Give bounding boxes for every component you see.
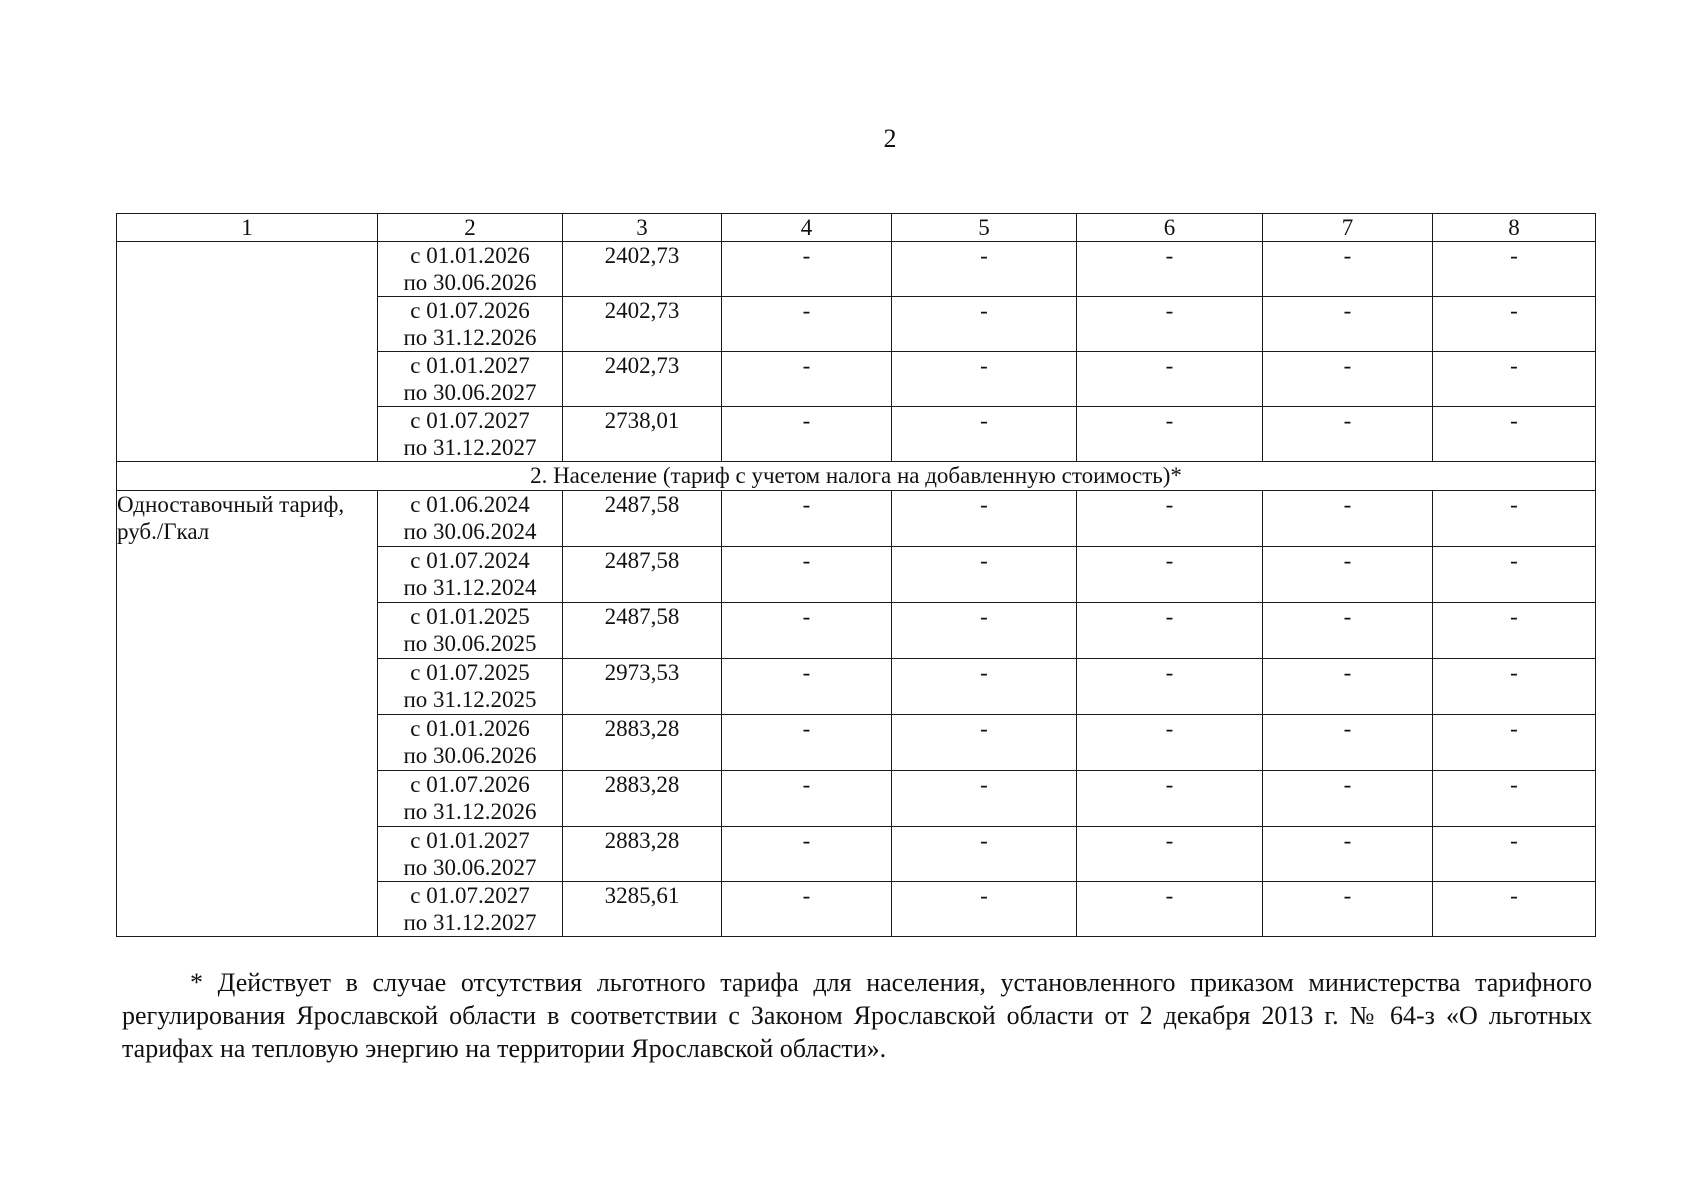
- empty-cell: -: [722, 882, 892, 937]
- empty-cell: -: [1433, 603, 1596, 659]
- column-header: 4: [722, 214, 892, 242]
- empty-cell: -: [722, 659, 892, 715]
- period-cell: [378, 547, 563, 603]
- empty-cell: -: [1433, 242, 1596, 297]
- empty-cell: -: [1433, 882, 1596, 937]
- tariff-value: 2973,53: [563, 659, 722, 715]
- tariff-value: 2883,28: [563, 827, 722, 882]
- page-number: 2: [883, 124, 897, 153]
- period-from: с 01.07.2025: [410, 660, 530, 685]
- empty-cell: -: [892, 771, 1077, 827]
- empty-cell: -: [892, 882, 1077, 937]
- column-header: 7: [1263, 214, 1433, 242]
- period-from: с 01.01.2026: [410, 243, 530, 268]
- empty-cell: -: [1263, 771, 1433, 827]
- empty-cell: -: [1433, 352, 1596, 407]
- period-from: с 01.06.2024: [410, 492, 530, 517]
- empty-cell: -: [892, 827, 1077, 882]
- period-from: с 01.01.2026: [410, 716, 530, 741]
- period-cell: [378, 297, 563, 352]
- empty-cell: -: [722, 407, 892, 462]
- tariff-value: 3285,61: [563, 882, 722, 937]
- empty-cell: -: [722, 242, 892, 297]
- period-from: с 01.07.2026: [410, 298, 530, 323]
- period-to: по 30.06.2027: [403, 380, 537, 405]
- period-cell: [378, 352, 563, 407]
- column-header: 1: [117, 214, 378, 242]
- empty-cell: -: [892, 659, 1077, 715]
- period-cell: [378, 882, 563, 937]
- empty-cell: -: [1263, 659, 1433, 715]
- period-cell: [378, 603, 563, 659]
- empty-cell: -: [1077, 882, 1263, 937]
- empty-cell: -: [1077, 547, 1263, 603]
- period-cell: [378, 659, 563, 715]
- empty-cell: -: [1433, 547, 1596, 603]
- period-from: с 01.07.2027: [410, 883, 530, 908]
- empty-cell: -: [892, 715, 1077, 771]
- empty-cell: -: [1433, 771, 1596, 827]
- empty-cell: -: [1077, 603, 1263, 659]
- period-cell: [378, 407, 563, 462]
- period-from: с 01.01.2025: [410, 604, 530, 629]
- empty-cell: -: [1433, 659, 1596, 715]
- tariff-value: 2402,73: [563, 352, 722, 407]
- empty-cell: -: [722, 491, 892, 547]
- tariff-value: 2883,28: [563, 715, 722, 771]
- empty-cell: -: [1263, 715, 1433, 771]
- column-header: 8: [1433, 214, 1596, 242]
- tariff-unit-line: руб./Гкал: [117, 519, 210, 544]
- table-row: [117, 242, 1596, 297]
- empty-cell: -: [1263, 603, 1433, 659]
- period-cell: [378, 771, 563, 827]
- empty-cell: -: [1433, 297, 1596, 352]
- column-header: 6: [1077, 214, 1263, 242]
- empty-cell: -: [892, 352, 1077, 407]
- tariff-value: 2402,73: [563, 297, 722, 352]
- period-cell: [378, 491, 563, 547]
- period-from: с 01.01.2027: [410, 353, 530, 378]
- empty-cell: -: [1433, 491, 1596, 547]
- tariff-value: 2402,73: [563, 242, 722, 297]
- empty-cell: -: [892, 603, 1077, 659]
- period-cell: [378, 827, 563, 882]
- empty-cell: -: [1263, 547, 1433, 603]
- period-to: по 30.06.2027: [403, 855, 537, 880]
- period-to: по 30.06.2026: [403, 270, 537, 295]
- empty-cell: -: [1263, 827, 1433, 882]
- empty-cell: -: [722, 827, 892, 882]
- empty-cell: -: [1077, 407, 1263, 462]
- empty-cell: -: [1077, 352, 1263, 407]
- empty-cell: -: [1263, 352, 1433, 407]
- tariff-value: 2487,58: [563, 491, 722, 547]
- period-to: по 30.06.2026: [403, 743, 537, 768]
- tariff-value: 2487,58: [563, 547, 722, 603]
- empty-cell: -: [1077, 659, 1263, 715]
- period-from: с 01.07.2026: [410, 772, 530, 797]
- empty-cell: -: [1077, 297, 1263, 352]
- empty-cell: -: [1263, 297, 1433, 352]
- period-from: с 01.07.2027: [410, 408, 530, 433]
- empty-cell: -: [1263, 407, 1433, 462]
- empty-cell: -: [1433, 407, 1596, 462]
- empty-cell: -: [1263, 242, 1433, 297]
- empty-cell: -: [892, 547, 1077, 603]
- empty-cell: -: [1077, 771, 1263, 827]
- period-to: по 31.12.2027: [403, 910, 537, 935]
- column-header: 2: [378, 214, 563, 242]
- empty-cell: -: [1433, 827, 1596, 882]
- table-header-row: [117, 214, 1596, 242]
- period-to: по 30.06.2025: [403, 631, 537, 656]
- empty-cell: -: [722, 771, 892, 827]
- period-from: с 01.07.2024: [410, 548, 530, 573]
- period-to: по 30.06.2024: [403, 519, 537, 544]
- footnote: * Действует в случае отсутствия льготного тарифа для населения, установленного приказом министерства тарифного регулирования Ярославской области в соответствии с Законом Ярославской области от 2 декабря 2013 г. № 64-з «О льготных тарифах на тепловую энергию на территории Ярославской области».: [122, 968, 1592, 1063]
- empty-cell: -: [1077, 242, 1263, 297]
- tariff-value: 2883,28: [563, 771, 722, 827]
- section-title: 2. Население (тариф с учетом налога на добавленную стоимость)*: [117, 462, 1596, 491]
- empty-cell: -: [722, 297, 892, 352]
- empty-cell: -: [892, 407, 1077, 462]
- empty-cell: -: [892, 297, 1077, 352]
- tariff-type-cell: [117, 491, 378, 937]
- period-to: по 31.12.2027: [403, 435, 537, 460]
- period-to: по 31.12.2025: [403, 687, 537, 712]
- period-cell: [378, 715, 563, 771]
- tariff-type-line: Одноставочный тариф,: [117, 492, 345, 517]
- tariff-table: [116, 213, 1596, 937]
- empty-cell: -: [1263, 491, 1433, 547]
- period-to: по 31.12.2024: [403, 575, 537, 600]
- empty-cell: -: [892, 242, 1077, 297]
- period-cell: [378, 242, 563, 297]
- period-to: по 31.12.2026: [403, 799, 537, 824]
- tariff-type-cell: [117, 242, 378, 462]
- empty-cell: -: [1433, 715, 1596, 771]
- period-to: по 31.12.2026: [403, 325, 537, 350]
- empty-cell: -: [1077, 491, 1263, 547]
- empty-cell: -: [1077, 827, 1263, 882]
- column-header: 5: [892, 214, 1077, 242]
- table-row: [117, 491, 1596, 547]
- empty-cell: -: [1263, 882, 1433, 937]
- section-row: [117, 462, 1596, 491]
- empty-cell: -: [892, 491, 1077, 547]
- empty-cell: -: [722, 547, 892, 603]
- empty-cell: -: [1077, 715, 1263, 771]
- empty-cell: -: [722, 352, 892, 407]
- empty-cell: -: [722, 603, 892, 659]
- tariff-value: 2738,01: [563, 407, 722, 462]
- empty-cell: -: [722, 715, 892, 771]
- column-header: 3: [563, 214, 722, 242]
- period-from: с 01.01.2027: [410, 828, 530, 853]
- tariff-value: 2487,58: [563, 603, 722, 659]
